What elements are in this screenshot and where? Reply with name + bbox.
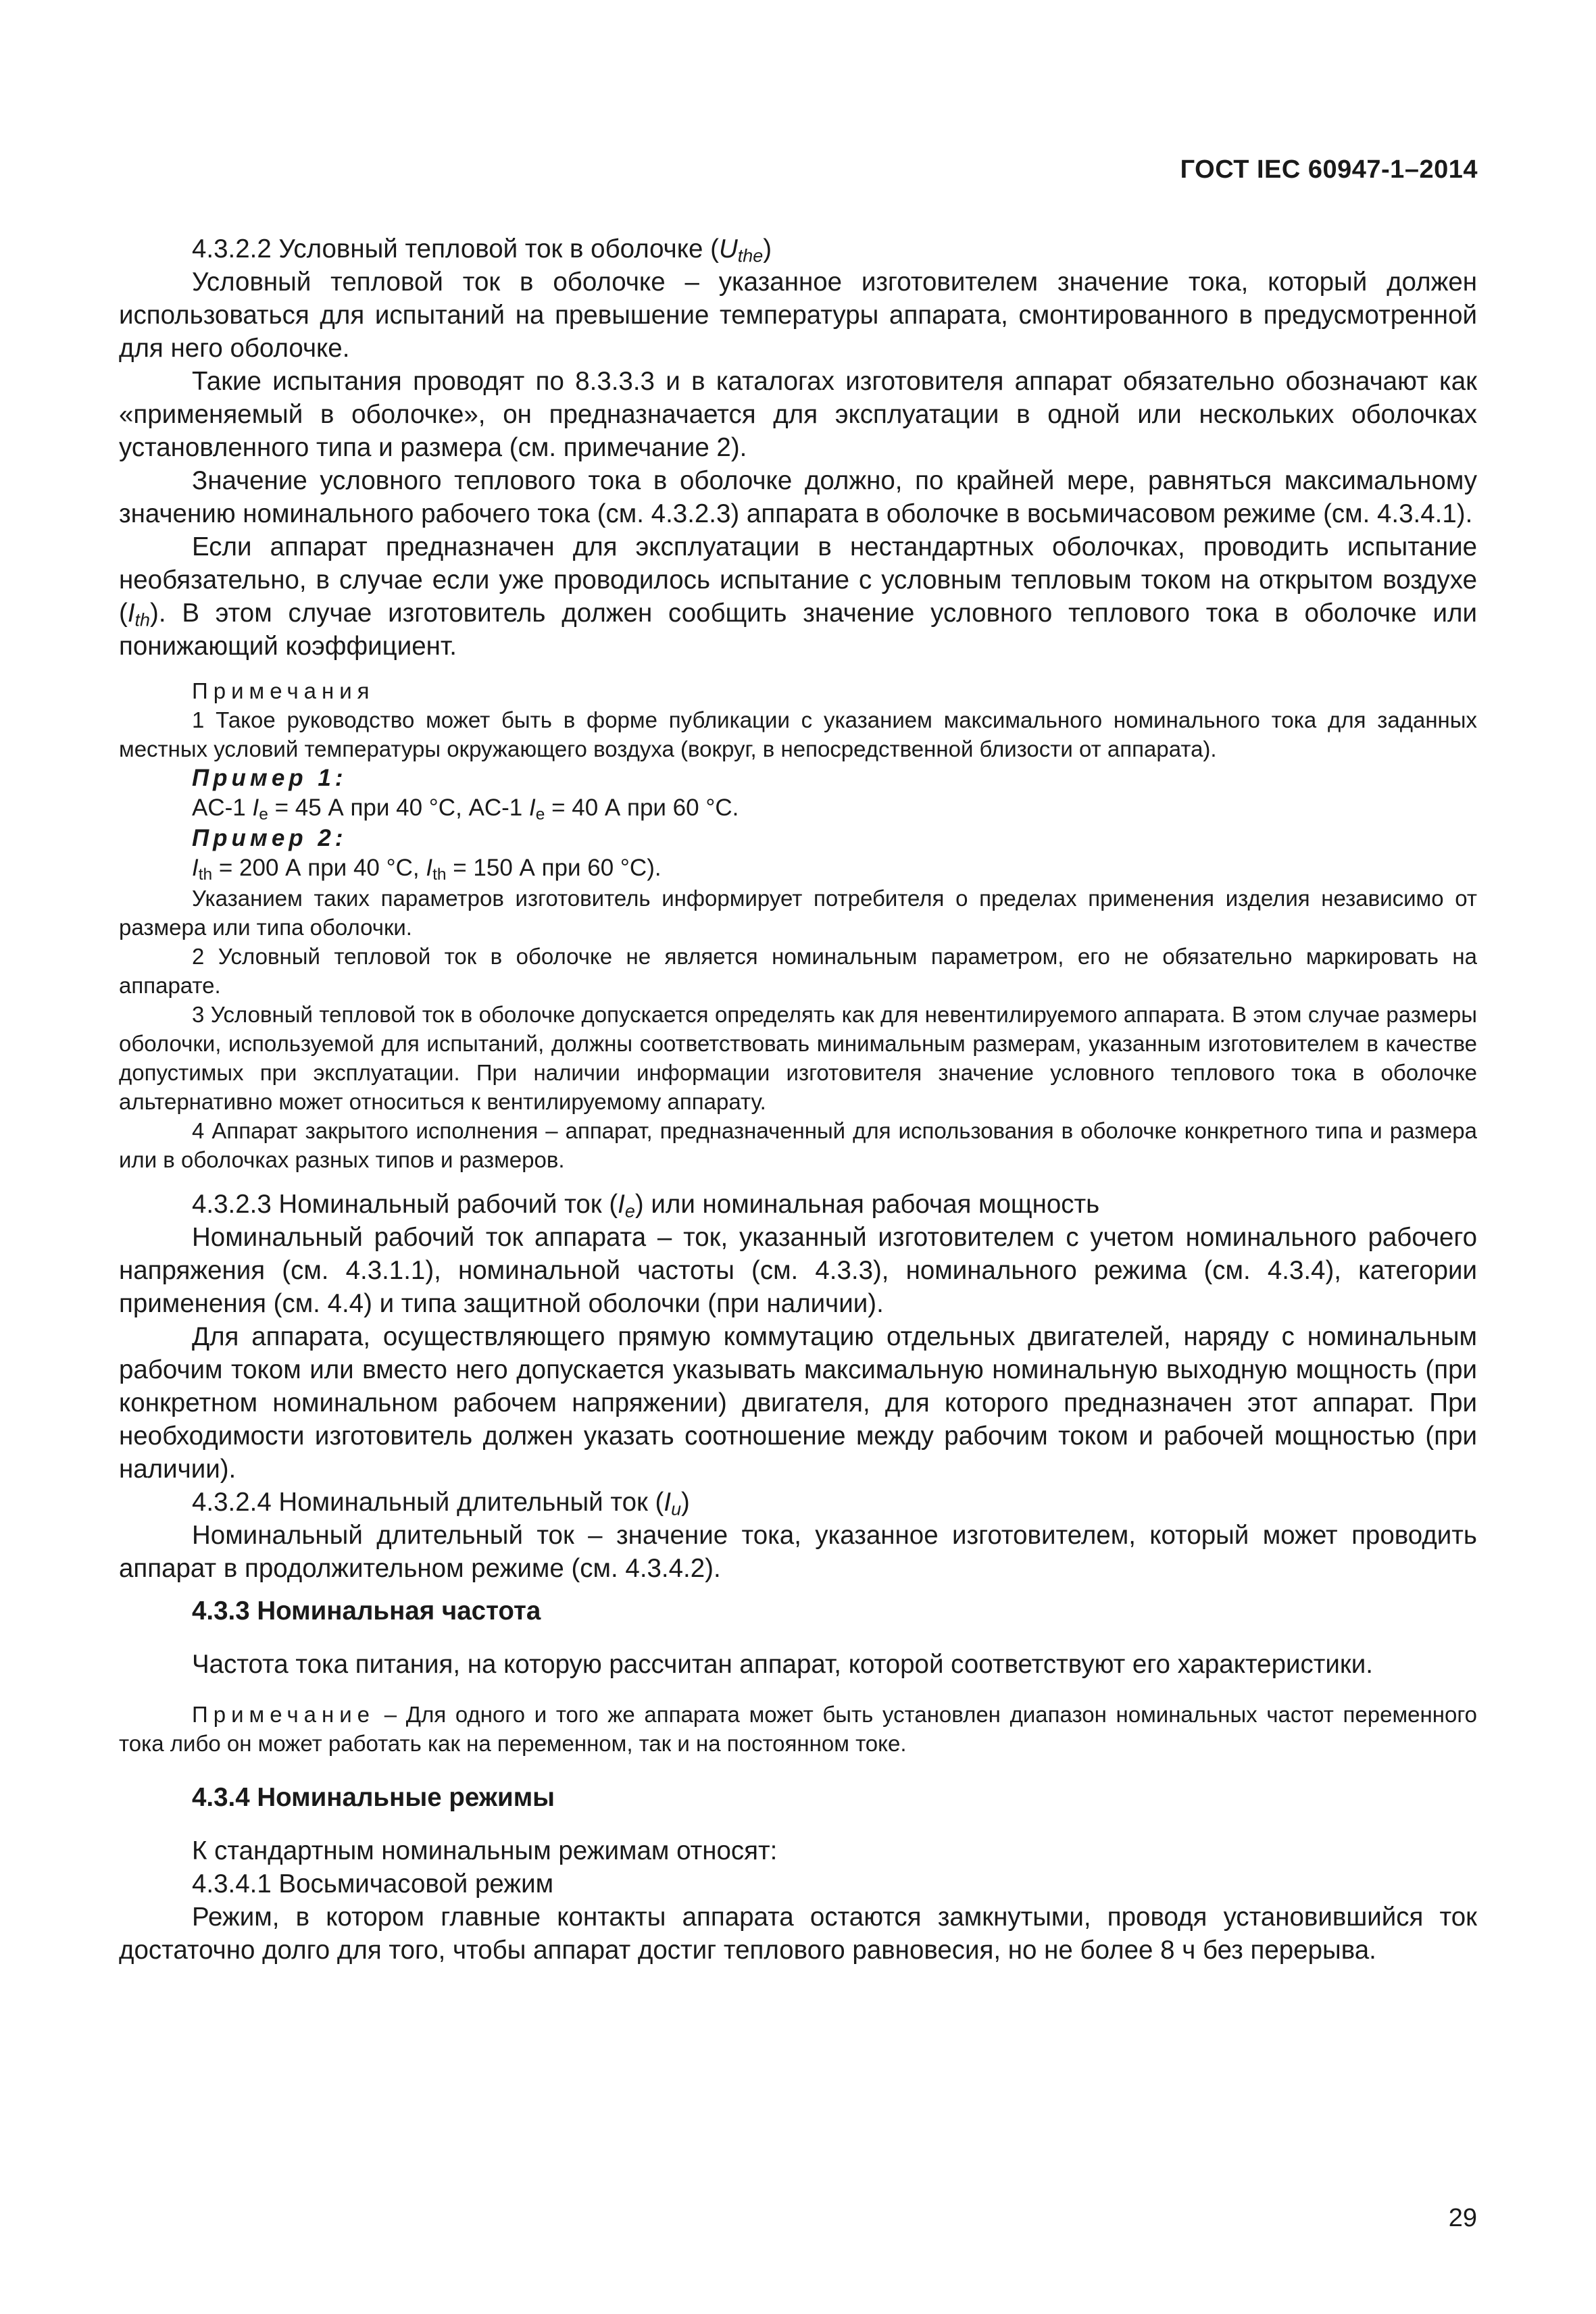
example-1-title: Пример 1: bbox=[192, 765, 347, 791]
note-2: 2 Условный тепловой ток в оболочке не является номинальным параметром, его не обязательно маркировать на аппарате. bbox=[119, 944, 1477, 998]
note-433: Примечание – Для одного и того же аппарата может быть установлен диапазон номинальных частот переменного тока либо он может работать как на переменном, так и на постоянном токе. bbox=[119, 1702, 1477, 1756]
paragraph: Номинальный длительный ток – значение тока, указанное изготовителем, который может проводить аппарат в продолжительном режиме (см. 4.3.4.2). bbox=[119, 1521, 1477, 1583]
section-4322-title: 4.3.2.2 Условный тепловой ток в оболочке $(U_{the})$ bbox=[192, 234, 772, 266]
paragraph: К стандартным номинальным режимам относят: bbox=[192, 1836, 778, 1865]
notes-heading: Примечания bbox=[192, 678, 375, 703]
paragraph: Значение условного теплового тока в оболочке должно, по крайней мере, равняться максимальному значению номинального рабочего тока (см. 4.3.2.3) аппарата в оболочке в восьмичасовом режиме (см. 4.3.4.1). bbox=[119, 466, 1477, 528]
paragraph: Номинальный рабочий ток аппарата – ток, указанный изготовителем с учетом номинального рабочего напряжения (см. 4.3.1.1), номинальной частоты (см. 4.3.3), номинального режима (см. 4.3.4), категории применения (см. 4.4) и типа защитной оболочки (при наличии). bbox=[119, 1223, 1477, 1318]
paragraph: 4.3.4.1 Восьмичасовой режим bbox=[192, 1869, 554, 1898]
paragraph: Условный тепловой ток в оболочке – указанное изготовителем значение тока, который должен использоваться для испытаний на превышение температуры аппарата, смонтированного в предусмотренной для него оболочке. bbox=[119, 268, 1477, 363]
note-4: 4 Аппарат закрытого исполнения – аппарат, предназначенный для использования в оболочке конкретного типа и размера или в оболочках разных типов и размеров. bbox=[119, 1118, 1477, 1172]
paragraph: Для аппарата, осуществляющего прямую коммутацию отдельных двигателей, наряду с номинальным рабочим током или вместо него допускается указывать максимальную номинальную выходную мощность (при конкретном номинальном рабочем напряжении) двигателя, для которого предназначен этот аппарат. При необходимости изготовитель должен указать соотношение между рабочим током и рабочей мощностью (при наличии). bbox=[119, 1322, 1477, 1484]
paragraph: Режим, в котором главные контакты аппарата остаются замкнутыми, проводя установившийся ток достаточно долго для того, чтобы аппарат достиг теплового равновесия, но не более 8 ч без перерыва. bbox=[119, 1903, 1477, 1965]
document-body bbox=[119, 232, 1477, 1967]
paragraph: Если аппарат предназначен для эксплуатации в нестандартных оболочках, проводить испытание необязательно, в случае если уже проводилось испытание с условным тепловым током на открытом воздухе $(I_{th})$. В этом случае изготовитель должен сообщить значение условного теплового тока в оболочке или понижающий коэффициент. bbox=[119, 532, 1477, 661]
section-433-heading: 4.3.3 Номинальная частота bbox=[192, 1596, 541, 1626]
section-434-heading: 4.3.4 Номинальные режимы bbox=[192, 1783, 555, 1812]
page-number: 29 bbox=[1448, 2204, 1477, 2232]
note-1: 1 Такое руководство может быть в форме публикации с указанием максимального номинального тока для заданных местных условий температуры окружающего воздуха (вокруг, в непосредственной близости от аппарата). bbox=[119, 707, 1477, 761]
note-3: 3 Условный тепловой ток в оболочке допускается определять как для невентилируемого аппарата. В этом случае размеры оболочки, используемой для испытаний, должны соответствовать минимальным размерам, указанным изготовителем в качестве допустимых при эксплуатации. При наличии информации изготовителя значение условного теплового тока в оболочке альтернативно может относиться к вентилируемому аппарату. bbox=[119, 1002, 1477, 1114]
example-1-body: AC-1 $I_e = 45$ А при 40 °С, AC-1 $I_e = 40$ А при 60 °С. bbox=[192, 795, 739, 824]
example-2-title: Пример 2: bbox=[192, 825, 347, 851]
example-2-body: $I_{th} = 200$ А при 40 °С, $I_{th} = 150$ А при 60 °С). bbox=[192, 855, 662, 884]
paragraph: Частота тока питания, на которую рассчитан аппарат, которой соответствуют его характеристики. bbox=[192, 1650, 1373, 1679]
paragraph: Такие испытания проводят по 8.3.3.3 и в каталогах изготовителя аппарат обязательно обозначают как «применяемый в оболочке», он предназначается для эксплуатации в одной или нескольких оболочках установленного типа и размера (см. примечание 2). bbox=[119, 367, 1477, 462]
document-header: ГОСТ IEC 60947-1–2014 bbox=[1180, 155, 1478, 184]
section-4323-title: 4.3.2.3 Номинальный рабочий ток $(I_e)$ или номинальная рабочая мощность bbox=[192, 1190, 1100, 1222]
section-4324-title: 4.3.2.4 Номинальный длительный ток $(I_u)$ bbox=[192, 1488, 690, 1519]
note-1-continuation: Указанием таких параметров изготовитель информирует потребителя о пределах применения изделия независимо от размера или типа оболочки. bbox=[119, 886, 1477, 940]
